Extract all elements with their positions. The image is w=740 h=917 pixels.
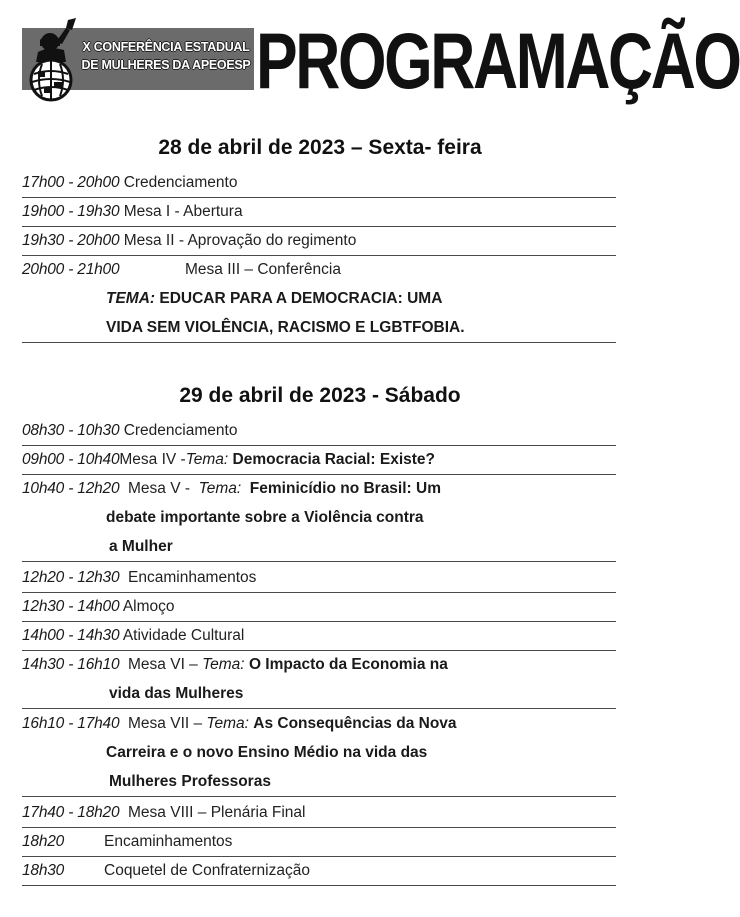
row-desc: Atividade Cultural [122,627,245,644]
tema-label: Tema: [198,480,242,497]
tema-text: Feminicídio no Brasil: Um [249,480,441,497]
row-time: 18h30 [22,862,65,879]
row-time: 17h40 - 18h20 [22,804,120,821]
tema-text: O Impacto da Economia na [248,656,448,673]
schedule-row [22,226,616,256]
schedule-row [22,621,616,651]
row-desc: Mesa I - Abertura [123,203,243,220]
day1-title: 28 de abril de 2023 – Sexta- feira [158,136,482,159]
row-desc: Credenciamento [123,174,238,191]
conference-title-line1: X CONFERÊNCIA ESTADUAL [82,40,250,54]
row-time: 16h10 - 17h40 [22,715,120,732]
row-time: 09h00 - 10h40 [22,451,120,468]
schedule-row [22,709,616,797]
row-time: 18h20 [22,833,65,850]
tema-text: As Consequências da Nova [253,715,457,732]
schedule-row [22,168,616,198]
schedule-row [22,592,616,622]
row-time: 17h00 - 20h00 [22,174,120,191]
schedule-row [22,197,616,227]
row-time: 14h30 - 16h10 [22,656,120,673]
conference-title [78,38,254,74]
tema-text: Carreira e o novo Ensino Médio na vida das [106,744,428,761]
schedule-row [22,798,616,828]
tema-text: a Mulher [109,538,173,555]
tema-text: VIDA SEM VIOLÊNCIA, RACISMO E LGBTFOBIA. [106,319,465,336]
tema-label: TEMA: [106,290,156,307]
row-time: 19h30 - 20h00 [22,232,120,249]
row-time: 14h00 - 14h30 [22,627,120,644]
tema-label: Tema: [206,715,249,732]
conference-title-line2: DE MULHERES DA APEOESP [81,58,251,72]
schedule-row [22,856,616,886]
schedule-row [22,563,616,593]
day2-title: 29 de abril de 2023 - Sábado [179,384,461,407]
schedule-row [22,474,616,562]
row-time: 08h30 - 10h30 [22,422,120,439]
schedule-row [22,416,616,446]
tema-text: debate importante sobre a Violência contra [106,509,424,526]
tema-label: Tema: [202,656,245,673]
row-desc: Mesa V - [128,480,191,497]
tema-label: Tema: [185,451,229,468]
row-time: 10h40 - 12h20 [22,480,120,497]
row-time: 20h00 - 21h00 [22,261,120,278]
row-desc: Mesa II - Aprovação do regimento [123,232,357,249]
row-desc: Coquetel de Confraternização [104,862,310,879]
header [22,14,740,108]
row-desc: Mesa VII – [128,715,203,732]
row-time: 12h20 - 12h30 [22,569,120,586]
row-desc: Mesa III – Conferência [185,261,341,278]
row-desc: Mesa VI – [128,656,198,673]
row-desc: Mesa VIII – Plenária Final [128,804,306,821]
schedule-row [22,445,616,475]
row-time: 19h00 - 19h30 [22,203,120,220]
tema-text: vida das Mulheres [109,685,244,702]
row-desc: Mesa IV - [119,451,186,468]
schedule-row [22,827,616,857]
tema-text: EDUCAR PARA A DEMOCRACIA: UMA [159,290,443,307]
page-title: PROGRAMAÇÃO [256,16,740,105]
tema-text: Democracia Racial: Existe? [232,451,436,468]
tema-text: Mulheres Professoras [109,773,271,790]
schedule-row [22,255,616,343]
row-desc: Almoço [122,598,175,615]
row-desc: Encaminhamentos [128,569,257,586]
schedule-row [22,650,616,709]
row-desc: Encaminhamentos [104,833,233,850]
row-desc: Credenciamento [123,422,238,439]
row-time: 12h30 - 14h00 [22,598,120,615]
